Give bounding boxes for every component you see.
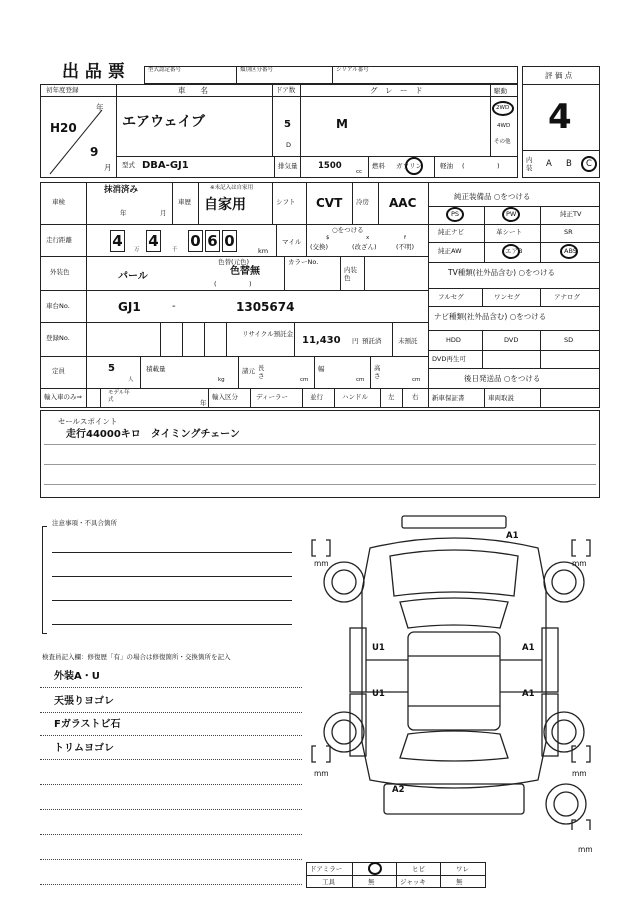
equip-sr: SR xyxy=(564,228,573,236)
serial-label: シリアル番号 xyxy=(336,67,369,73)
doors-value: 5 xyxy=(284,119,291,130)
form-title: 出 品 票 xyxy=(62,62,125,82)
import-dealer: ディーラー xyxy=(256,393,288,401)
sales-point-text: 走行44000キロ タイミングチェーン xyxy=(66,429,240,440)
interior-c: C xyxy=(586,159,592,169)
equip-abs-circle xyxy=(560,244,578,259)
type-cert-label: 型式認定番号 xyxy=(148,67,182,73)
drive-other: その他 xyxy=(494,139,511,145)
grade-value: M xyxy=(336,117,348,131)
year-unit: 年 xyxy=(96,103,104,112)
odometer-circle-note: ○をつける xyxy=(332,226,364,234)
interior-b: B xyxy=(566,159,572,169)
interior-a: A xyxy=(546,159,552,169)
model-year-unit: 年 xyxy=(200,399,207,407)
man-unit: 万 xyxy=(134,247,140,253)
note-line: トリムヨゴレ xyxy=(54,743,114,754)
mm-label: mm xyxy=(314,769,329,778)
recycle-unit: 円 xyxy=(352,337,359,345)
length-label: 長さ xyxy=(258,364,265,380)
load-label: 積載量 xyxy=(146,365,166,373)
shaken-label: 車検 xyxy=(52,198,65,206)
manual-label: 車両取説 xyxy=(488,394,514,402)
model-value: DBA-GJ1 xyxy=(142,160,189,171)
drive-2wd: 2WD xyxy=(496,105,510,111)
ext-color-value: パール xyxy=(118,271,148,282)
equip-ps: PS xyxy=(451,210,460,218)
crack-label: ヒビ xyxy=(412,865,425,873)
first-reg-year: H20 xyxy=(50,121,77,135)
length-cm: cm xyxy=(300,377,309,383)
model-year-label: モデル年式 xyxy=(108,390,130,403)
ext-color-label: 外装色 xyxy=(50,268,70,276)
capacity-unit: 人 xyxy=(128,377,134,383)
doors-unit: D xyxy=(286,141,292,149)
equip-leather: 革シート xyxy=(496,228,522,236)
shaken-value: 抹消済み xyxy=(104,185,139,195)
first-reg-month: 9 xyxy=(90,145,99,159)
chassis-label: 車台No. xyxy=(46,302,70,310)
displacement-label: 排気量 xyxy=(278,162,298,170)
odometer-modified: (改ざん) xyxy=(352,243,377,251)
chassis-prefix: GJ1 xyxy=(118,300,141,314)
mileage-digit: 4 xyxy=(110,230,125,252)
equip-pw-circle xyxy=(502,207,520,222)
mm-label: mm xyxy=(572,769,587,778)
km-unit: km xyxy=(258,247,269,255)
first-reg-label: 初年度登録 xyxy=(46,86,79,94)
modified-sym: x xyxy=(366,235,370,241)
drive-label: 駆動 xyxy=(494,87,507,95)
import-parallel: 並行 xyxy=(310,393,323,401)
door-mirror-circle xyxy=(368,862,382,875)
warranty-label: 新車保証書 xyxy=(432,394,465,402)
damage-mark-left-front: U1 xyxy=(372,643,385,653)
car-name: エアウェイブ xyxy=(122,114,206,130)
recycle-amount: 11,430 xyxy=(302,335,341,346)
damage-mark-rear: A2 xyxy=(392,785,405,795)
reg-no-label: 登録No. xyxy=(46,334,70,342)
height-cm: cm xyxy=(412,377,421,383)
fuel-gasoline: ガソリン xyxy=(396,162,422,170)
equip-tv: 純正TV xyxy=(560,210,582,218)
score-value: 4 xyxy=(548,97,572,137)
mileage-digit: 6 xyxy=(205,230,220,252)
capacity-label: 定員 xyxy=(52,367,65,375)
import-class-label: 輸入区分 xyxy=(212,393,238,401)
model-label: 型式 xyxy=(122,161,135,169)
mileage-label: 走行距離 xyxy=(46,236,72,244)
recycle-label: リサイクル預託金 xyxy=(242,330,294,338)
equip-airbag-circle xyxy=(502,244,523,259)
tv-fullseg: フルセグ xyxy=(438,293,464,301)
shaken-month-unit: 月 xyxy=(160,209,167,217)
shift-label: シフト xyxy=(276,198,296,206)
door-mirror-label: ドアミラー xyxy=(310,865,343,873)
shaken-year-unit: 年 xyxy=(120,209,127,217)
equip-aw: 純正AW xyxy=(438,247,462,255)
capacity-value: 5 xyxy=(108,363,115,374)
mm-label: mm xyxy=(314,559,329,568)
chassis-number: 1305674 xyxy=(236,300,295,314)
tools-value: 無 xyxy=(368,878,375,886)
odometer-exchange: (交換) xyxy=(310,243,329,251)
shift-value: CVT xyxy=(316,196,343,210)
damage-mark-right-rear: A1 xyxy=(522,689,535,699)
inspector-label: 検査員記入欄：修復歴「有」の場合は修復箇所・交換箇所を記入 xyxy=(42,653,231,661)
handle-right: 右 xyxy=(412,393,419,401)
car-name-label: 車 名 xyxy=(178,86,208,95)
repaint-label: 色替(元色) xyxy=(218,258,250,266)
color-no-label: カラーNo. xyxy=(288,258,319,266)
break-label: ワレ xyxy=(456,865,469,873)
unknown-sym: f xyxy=(404,235,406,241)
mm-label: mm xyxy=(572,559,587,568)
navi-sd: SD xyxy=(564,336,574,344)
tv-oneseg: ワンセグ xyxy=(494,293,520,301)
exchange-sym: $ xyxy=(326,235,330,241)
odometer-unknown: (不明) xyxy=(396,243,415,251)
displacement-value: 1500 xyxy=(318,161,342,171)
history-value: 自家用 xyxy=(204,197,246,213)
width-label: 幅 xyxy=(318,365,325,373)
repaint-value: 色替無 xyxy=(230,266,260,277)
equip-airbag: エアB xyxy=(505,247,523,255)
aftermarket-title: 後日発送品 ○をつける xyxy=(464,374,541,383)
fuel-light-oil: 軽油 xyxy=(440,162,453,170)
doors-label: ドア数 xyxy=(276,86,296,94)
ac-value: AAC xyxy=(389,196,417,210)
month-unit: 月 xyxy=(104,163,112,172)
note-line: 天張りヨゴレ xyxy=(54,696,114,707)
jack-value: 無 xyxy=(456,878,463,886)
jack-label: ジャッキ xyxy=(400,878,426,886)
interior-c-circle xyxy=(581,156,597,172)
history-note: ※未記入は自家用 xyxy=(210,185,254,191)
int-color-label: 内装色 xyxy=(344,266,357,282)
damage-mark-front: A1 xyxy=(506,531,519,541)
drive-4wd: 4WD xyxy=(497,123,511,129)
recycle-not: 未預託 xyxy=(398,337,418,345)
fuel-gasoline-circle xyxy=(405,157,423,175)
caution-bracket xyxy=(42,526,47,634)
mm-label: mm xyxy=(578,845,593,854)
sen-unit: 千 xyxy=(172,247,178,253)
repaint-paren: ( ) xyxy=(214,280,252,288)
grade-label: グ レ ー ド xyxy=(370,86,423,95)
equip-abs: ABS xyxy=(564,247,577,255)
genuine-title: 純正装備品 ○をつける xyxy=(454,192,531,201)
kg-unit: kg xyxy=(218,377,225,383)
mileage-digit: 0 xyxy=(188,230,203,252)
fuel-label: 燃料 xyxy=(372,162,385,170)
handle-left: 左 xyxy=(388,393,395,401)
score-label: 評 価 点 xyxy=(545,71,573,80)
header-id-fields xyxy=(144,66,518,84)
fuel-other-paren: ( ) xyxy=(462,162,500,170)
import-label: 輸入車のみ⇒ xyxy=(44,393,82,401)
car-damage-diagram xyxy=(310,510,600,830)
note-line: 外装A・U xyxy=(54,671,100,682)
recycle-done: 預託済 xyxy=(362,337,382,345)
class-label: 類別区分番号 xyxy=(240,67,274,73)
equip-navi: 純正ナビ xyxy=(438,228,464,236)
mile-label: マイル xyxy=(282,238,302,246)
handle-label: ハンドル xyxy=(342,393,368,401)
interior-label: 内装 xyxy=(526,156,533,172)
height-label: 高さ xyxy=(374,364,381,380)
note-line: Fガラストビ石 xyxy=(54,719,121,730)
equip-pw: PW xyxy=(506,210,517,218)
width-cm: cm xyxy=(356,377,365,383)
navi-hdd: HDD xyxy=(446,336,461,344)
drive-2wd-circle xyxy=(492,101,514,116)
navi-title: ナビ種類(社外品含む) ○をつける xyxy=(434,312,547,321)
dvd-playback: DVD再生可 xyxy=(432,355,466,363)
caution-label: 注意事項・不具合箇所 xyxy=(52,519,117,527)
mileage-digit: 0 xyxy=(222,230,237,252)
tv-analog: アナログ xyxy=(554,293,580,301)
sales-point-label: セールスポイント xyxy=(58,417,118,426)
damage-mark-left-rear: U1 xyxy=(372,689,385,699)
history-label: 車歴 xyxy=(178,198,191,206)
ac-label: 冷房 xyxy=(356,198,369,206)
damage-mark-right-front: A1 xyxy=(522,643,535,653)
navi-dvd: DVD xyxy=(504,336,519,344)
chassis-dash: - xyxy=(172,301,176,312)
displacement-unit: cc xyxy=(356,169,363,175)
tv-title: TV種類(社外品含む) ○をつける xyxy=(448,268,555,277)
tools-label: 工具 xyxy=(322,878,335,886)
mileage-digit: 4 xyxy=(146,230,161,252)
equip-ps-circle xyxy=(446,207,464,222)
dims-label: 諸元 xyxy=(242,367,255,375)
